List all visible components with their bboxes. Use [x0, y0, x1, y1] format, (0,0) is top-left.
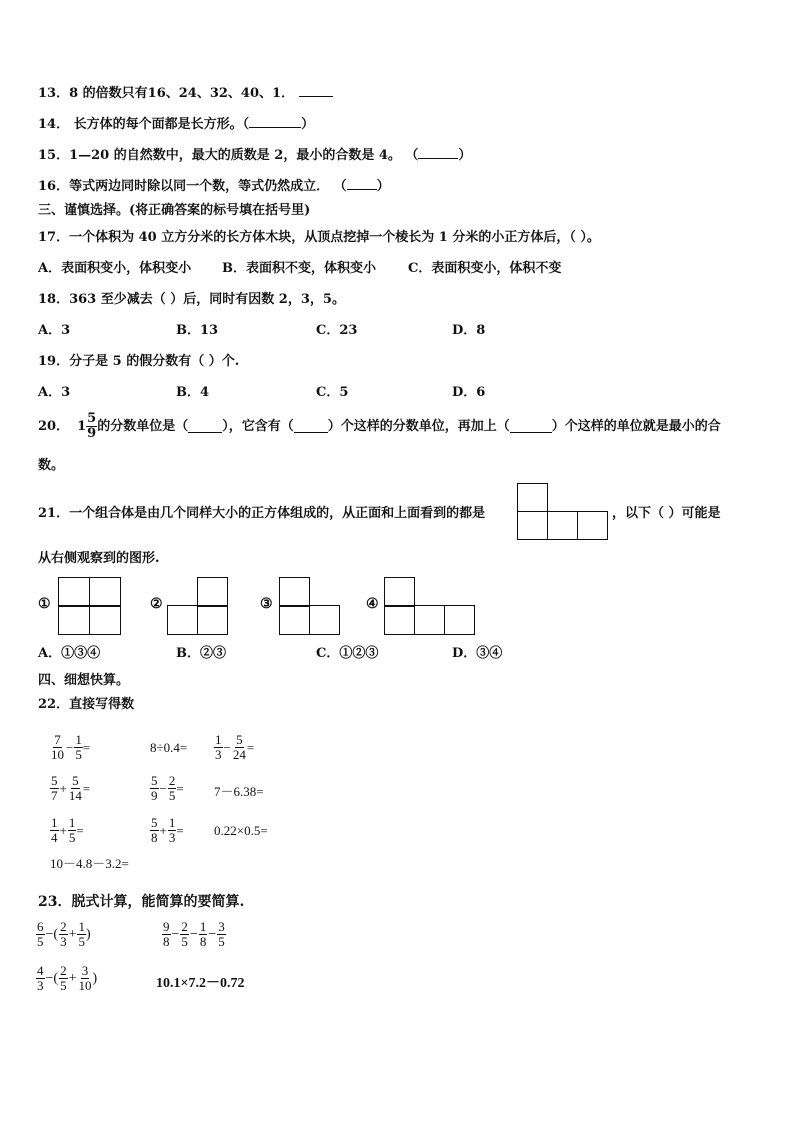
numerator: 5: [51, 773, 58, 788]
equals: =: [246, 739, 255, 755]
option-b[interactable]: B．13: [176, 323, 219, 338]
operator: +: [68, 926, 77, 942]
expression: 0.22×0.5=: [214, 823, 268, 838]
question-18: 18．363 至少减去（ ）后，同时有因数 2，3，5。: [38, 292, 345, 307]
expression: [36, 964, 97, 993]
operator: −: [208, 926, 217, 942]
option-c[interactable]: C．5: [316, 385, 349, 400]
denominator: 5: [75, 747, 82, 762]
operator: −: [189, 926, 198, 942]
question-20-continued: 数。: [38, 458, 65, 473]
denominator: 3: [37, 978, 44, 993]
figure-label-4: ④: [366, 596, 379, 612]
question-20: [38, 412, 721, 441]
denominator: 8: [163, 934, 170, 949]
option-c[interactable]: C．①②③: [316, 646, 379, 661]
expression: [150, 816, 184, 845]
cube-square: [414, 605, 445, 635]
answer-blank[interactable]: [294, 420, 328, 433]
numerator: 4: [37, 963, 44, 978]
question-16-text: 16．等式两边同时除以同一个数，等式仍然成立． （: [38, 179, 347, 194]
numerator: 1: [75, 732, 82, 747]
numerator: 5: [151, 815, 158, 830]
question-21-continued: 从右侧观察到的图形.: [38, 551, 160, 566]
cube-square: [309, 605, 340, 635]
operator: −: [223, 739, 231, 755]
close-paren: ）: [458, 148, 472, 163]
question-14: [38, 115, 314, 134]
numerator: 1: [199, 919, 207, 934]
option-a[interactable]: A．3: [38, 385, 71, 400]
numerator: 1: [78, 919, 85, 934]
denominator: 10: [78, 978, 92, 993]
expression: 10.1×7.2－0.72: [156, 976, 245, 991]
question-19: 19．分子是 5 的假分数有（ ）个.: [38, 354, 240, 369]
close-paren: ）: [376, 179, 390, 194]
answer-blank[interactable]: [249, 115, 301, 128]
question-17: 17．一个体积为 40 立方分米的长方体木块，从顶点挖掉一个棱长为 1 分米的小正方体后，（ ）。: [38, 230, 600, 245]
denominator: 5: [60, 978, 67, 993]
option-b[interactable]: B．4: [176, 385, 210, 400]
denominator: 8: [151, 830, 158, 845]
text-part: 的分数单位是（: [97, 418, 189, 434]
option-d[interactable]: D．③④: [452, 646, 503, 661]
expression: [50, 816, 84, 845]
numerator: 5: [72, 773, 79, 788]
answer-blank[interactable]: [347, 177, 377, 190]
cube-square: [444, 605, 475, 635]
numerator: 3: [218, 919, 225, 934]
expression: 10－4.8－3.2=: [50, 856, 129, 871]
numerator: 1: [215, 732, 222, 747]
denominator: 3: [168, 830, 176, 845]
numerator: 2: [168, 773, 176, 788]
cube-square: [384, 577, 415, 607]
option-c[interactable]: C．表面积变小，体积不变: [408, 261, 562, 276]
section-heading-4: 四、细想快算。: [38, 673, 130, 688]
equals: =: [82, 780, 91, 796]
cube-square: [58, 605, 90, 635]
cube-square: [279, 577, 310, 607]
numerator: 1: [68, 815, 76, 830]
option-c[interactable]: C．23: [316, 323, 358, 338]
option-a[interactable]: A．3: [38, 323, 71, 338]
denominator: 8: [199, 934, 207, 949]
option-b[interactable]: B．表面积不变，体积变小: [222, 261, 376, 276]
operator: −: [171, 926, 180, 942]
numerator: 5: [87, 411, 97, 426]
equals: =: [176, 780, 184, 796]
denominator: 5: [78, 934, 85, 949]
cube-square: [167, 605, 198, 635]
operator: −(: [45, 926, 59, 942]
operator: −: [159, 780, 167, 796]
equals: =: [82, 739, 91, 755]
cube-square: [517, 511, 548, 540]
cube-square: [547, 511, 578, 540]
denominator: 24: [232, 747, 246, 762]
equals: =: [76, 822, 84, 838]
text-part: ）个这样的分数单位，再加上（: [327, 418, 510, 434]
denominator: 9: [151, 788, 158, 803]
operator: +: [68, 970, 77, 986]
denominator: 5: [37, 934, 44, 949]
answer-blank[interactable]: [418, 146, 458, 159]
answer-blank[interactable]: [188, 420, 222, 433]
numerator: 2: [181, 919, 188, 934]
denominator: 5: [168, 788, 176, 803]
expression: [50, 733, 90, 762]
question-22-title: 22．直接写得数: [38, 697, 135, 712]
question-21-tail: ，以下（ ）可能是: [612, 506, 721, 521]
expression: 8÷0.4=: [150, 740, 188, 755]
text-part: ），它含有（: [222, 418, 294, 434]
expression: 7－6.38=: [214, 784, 264, 799]
option-a[interactable]: A．表面积变小，体积变小: [38, 261, 192, 276]
close-paren: ): [85, 926, 91, 942]
numerator: 6: [37, 919, 44, 934]
numerator: 9: [163, 919, 170, 934]
denominator: 10: [51, 747, 64, 762]
expression: [214, 733, 254, 762]
expression: [50, 774, 90, 803]
question-13: [38, 84, 333, 103]
cube-square: [517, 483, 548, 512]
figure-label-1: ①: [38, 596, 51, 612]
numerator: 1: [168, 815, 176, 830]
question-15-text: 15．1—20 的自然数中，最大的质数是 2，最小的合数是 4。 （: [38, 148, 419, 163]
denominator: 5: [218, 934, 225, 949]
close-paren: ): [92, 970, 98, 986]
option-d[interactable]: D．8: [452, 323, 486, 338]
denominator: 5: [68, 830, 76, 845]
numerator: 7: [54, 732, 61, 747]
section-heading-3: 三、谨慎选择。(将正确答案的标号填在括号里): [38, 203, 311, 218]
denominator: 3: [215, 747, 222, 762]
numerator: 5: [151, 773, 158, 788]
expression: [36, 920, 91, 949]
denominator: 4: [51, 830, 58, 845]
operator: +: [59, 822, 67, 838]
figure-label-2: ②: [150, 596, 163, 612]
text-part: ）个这样的单位就是最小的合: [551, 418, 721, 434]
cube-square: [197, 577, 228, 607]
cube-square: [197, 605, 228, 635]
numerator: 2: [60, 963, 67, 978]
numerator: 1: [51, 815, 58, 830]
cube-square: [58, 577, 90, 607]
question-14-text: 14． 长方体的每个面都是长方形。（: [38, 117, 250, 132]
numerator: 2: [60, 919, 67, 934]
fraction: [86, 412, 97, 441]
mixed-whole: 1: [77, 418, 87, 434]
expression: [150, 774, 184, 803]
option-b[interactable]: B．②③: [176, 646, 226, 661]
numerator: 3: [81, 963, 89, 978]
operator: +: [159, 822, 167, 838]
option-d[interactable]: D．6: [452, 385, 486, 400]
equals: =: [176, 822, 184, 838]
numerator: 5: [236, 732, 243, 747]
expression: [162, 920, 226, 949]
question-16: [38, 177, 390, 196]
figure-label-3: ③: [260, 596, 273, 612]
cube-square: [89, 605, 121, 635]
question-13-text: 13．8 的倍数只有16、24、32、40、1．: [38, 86, 295, 101]
operator: −: [66, 739, 74, 755]
question-15: [38, 146, 471, 165]
operator: −(: [45, 970, 59, 986]
cube-square: [89, 577, 121, 607]
question-23-title: 23．脱式计算，能简算的要简算.: [38, 894, 245, 910]
denominator: 14: [68, 788, 82, 803]
denominator: 3: [60, 934, 67, 949]
cube-square: [279, 605, 310, 635]
option-a[interactable]: A．①③④: [38, 646, 101, 661]
question-number: 20．: [38, 418, 70, 434]
operator: +: [59, 780, 67, 796]
cube-square: [384, 605, 415, 635]
close-paren: ）: [301, 117, 315, 132]
denominator: 9: [87, 426, 97, 441]
denominator: 5: [181, 934, 188, 949]
answer-blank[interactable]: [510, 420, 552, 433]
denominator: 7: [51, 788, 58, 803]
answer-blank[interactable]: [299, 84, 333, 97]
question-21: 21．一个组合体是由几个同样大小的正方体组成的，从正面和上面看到的都是: [38, 506, 486, 521]
cube-square: [577, 511, 608, 540]
